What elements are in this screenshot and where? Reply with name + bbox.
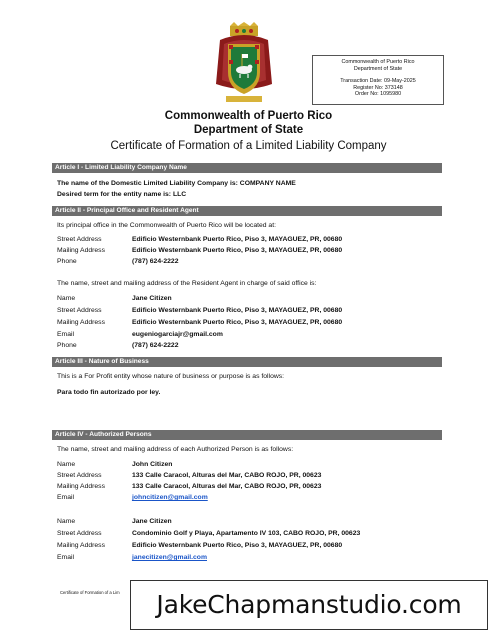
header-department: Department of State: [193, 124, 304, 136]
office-phone-value: (787) 624-2222: [132, 258, 179, 265]
article-1-heading: Article I - Limited Liability Company Name: [52, 163, 442, 173]
person1-name-label: Name: [57, 461, 76, 468]
agent-mailing-label: Mailing Address: [57, 319, 105, 326]
tx-commonwealth: Commonwealth of Puerto Rico: [341, 59, 415, 65]
person1-mailing-label: Mailing Address: [57, 483, 105, 490]
office-phone-label: Phone: [57, 258, 77, 265]
watermark-banner: JakeChapmanstudio.com: [130, 580, 488, 630]
agent-email-label: Email: [57, 331, 74, 338]
company-name-line: The name of the Domestic Limited Liability Company is: COMPANY NAME: [57, 180, 296, 187]
header-commonwealth: Commonwealth of Puerto Rico: [164, 110, 333, 122]
agent-street-label: Street Address: [57, 307, 102, 314]
agent-email-value: eugeniogarciajr@gmail.com: [132, 331, 223, 338]
office-mailing-value: Edificio Westernbank Puerto Rico, Piso 3, MAYAGUEZ, PR, 00680: [132, 247, 343, 254]
agent-phone-label: Phone: [57, 342, 77, 349]
person1-mailing-value: 133 Calle Caracol, Alturas del Mar, CABO ROJO, PR, 00623: [132, 483, 322, 490]
coat-of-arms-icon: [212, 22, 276, 106]
agent-phone-value: (787) 624-2222: [132, 342, 179, 349]
office-mailing-label: Mailing Address: [57, 247, 105, 254]
article-3-heading: Article III - Nature of Business: [52, 357, 442, 367]
principal-office-intro: Its principal office in the Commonwealth of Puerto Rico will be located at:: [57, 222, 276, 229]
person1-email-label: Email: [57, 494, 74, 501]
business-purpose: Para todo fin autorizado por ley.: [57, 389, 161, 396]
person2-name-label: Name: [57, 518, 76, 525]
person2-email-link[interactable]: janecitizen@gmail.com: [132, 554, 207, 561]
business-intro: This is a For Profit entity whose nature of business or purpose is as follows:: [57, 373, 285, 380]
person2-street-value: Condominio Golf y Playa, Apartamento IV 103, CABO ROJO, PR, 00623: [132, 530, 361, 537]
person1-street-value: 133 Calle Caracol, Alturas del Mar, CABO ROJO, PR, 00623: [132, 472, 322, 479]
tx-register: Register No: 373148: [353, 84, 403, 91]
office-street-value: Edificio Westernbank Puerto Rico, Piso 3, MAYAGUEZ, PR, 00680: [132, 236, 343, 243]
tx-order: Order No: 1095980: [354, 91, 402, 98]
tx-department: Department of State: [353, 65, 403, 72]
agent-name-value: Jane Citizen: [132, 295, 172, 302]
person1-name-value: John Citizen: [132, 461, 173, 468]
person1-email-link[interactable]: johncitizen@gmail.com: [132, 494, 208, 501]
person2-mailing-value: Edificio Westernbank Puerto Rico, Piso 3, MAYAGUEZ, PR, 00680: [132, 542, 343, 549]
document-title: Certificate of Formation of a Limited Liability Company: [110, 140, 387, 152]
office-street-label: Street Address: [57, 236, 102, 243]
transaction-info-box: [312, 55, 444, 105]
person2-mailing-label: Mailing Address: [57, 542, 105, 549]
person2-street-label: Street Address: [57, 530, 102, 537]
person2-name-value: Jane Citizen: [132, 518, 172, 525]
tx-date: Transaction Date: 09-May-2025: [340, 78, 416, 85]
person1-street-label: Street Address: [57, 472, 102, 479]
agent-name-label: Name: [57, 295, 76, 302]
agent-intro: The name, street and mailing address of the Resident Agent in charge of said office is:: [57, 280, 317, 287]
authorized-intro: The name, street and mailing address of each Authorized Person is as follows:: [57, 446, 294, 453]
article-2-heading: Article II - Principal Office and Resident Agent: [52, 206, 442, 216]
footer-note: Certificate of Formation of a Lim: [60, 590, 120, 595]
person2-email-label: Email: [57, 554, 74, 561]
agent-mailing-value: Edificio Westernbank Puerto Rico, Piso 3, MAYAGUEZ, PR, 00680: [132, 319, 343, 326]
article-4-heading: Article IV - Authorized Persons: [52, 430, 442, 440]
entity-term-line: Desired term for the entity name is: LLC: [57, 191, 187, 198]
agent-street-value: Edificio Westernbank Puerto Rico, Piso 3, MAYAGUEZ, PR, 00680: [132, 307, 343, 314]
